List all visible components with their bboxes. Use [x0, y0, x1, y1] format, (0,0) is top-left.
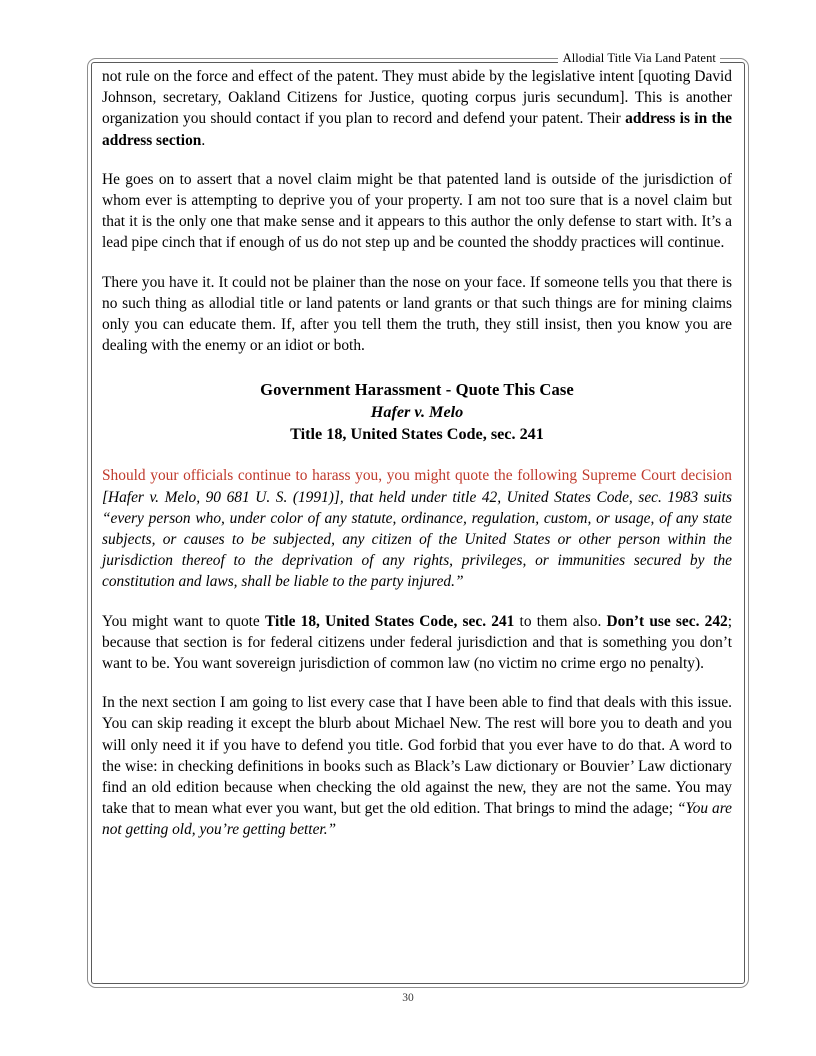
- page-number: 30: [402, 992, 414, 1004]
- paragraph-1-bold-address: address is in the address section: [102, 110, 732, 149]
- paragraph-1-period: .: [201, 131, 206, 149]
- paragraph-there-you-have-it: There you have it. It could not be plainer than the nose on your face. If someone tells you that there is no such thing as allodial title or land patents or land grants or that such things are for mining claims only you can educate them. If, after you tell them the truth, they still insist, then you know you are dealing with the enemy or an idiot or both.: [102, 273, 732, 355]
- document-body: [96, 66, 740, 980]
- paragraph-next-section: [102, 692, 732, 840]
- paragraph-5-italic-adage: “You are not getting old, you’re getting better.”: [102, 800, 732, 839]
- paragraph-4-text-2: to them also.: [514, 612, 607, 630]
- section-heading: [102, 378, 732, 445]
- paragraph-continuation: [102, 66, 732, 151]
- section-heading-case-name: Hafer v. Melo: [370, 403, 464, 422]
- paragraph-1-text: not rule on the force and effect of the patent. They must abide by the legislative intent [quoting David Johnson, secretary, Oakland Citizens for Justice, quoting corpus juris secundum]. This is another organization you should contact if you plan to record and defend your patent. Their: [102, 68, 732, 128]
- paragraph-novel-claim: He goes on to assert that a novel claim might be that patented land is outside of the jurisdiction of whom ever is attempting to deprive you of your property. I am not too sure that is a novel claim but that it is the only one that make sense and it appears to this author the only defense to start with. It’s a lead pipe cinch that if enough of us do not step up and be counted the shoddy practices will continue.: [102, 170, 732, 252]
- section-heading-citation: Title 18, United States Code, sec. 241: [290, 425, 544, 444]
- paragraph-4-text-1: You might want to quote: [102, 612, 265, 630]
- paragraph-4-bold-sec-242: Don’t use sec. 242: [606, 612, 728, 630]
- running-head: Allodial Title Via Land Patent: [558, 50, 720, 66]
- quote-lead-in: Should your officials continue to harass you, you might quote the following Supreme Court decision: [102, 467, 732, 485]
- paragraph-5-text-1: In the next section I am going to list every case that I have been able to find that deals with this issue. You can skip reading it except the blurb about Michael New. The rest will bore you to death and you will only need it if you have to defend you title. God forbid that you ever have to do that. A word to the wise: in checking definitions in books such as Black’s Law dictionary or Bouvier’ Law dictionary find an old edition because when checking the old against the new, they are not the same. You may take that to mean what ever you want, but get the old edition. That brings to mind the adage;: [102, 694, 732, 818]
- supreme-court-quote-block: [102, 465, 732, 592]
- paragraph-4-text-3: ; because that section is for federal citizens under federal jurisdiction and that is something you don’t want to be. You want sovereign jurisdiction of common law (no victim no crime ergo no penalty).: [102, 612, 732, 673]
- paragraph-sec-241: [102, 611, 732, 675]
- paragraph-4-bold-title-18: Title 18, United States Code, sec. 241: [264, 612, 515, 630]
- quote-italic-body: [Hafer v. Melo, 90 681 U. S. (1991)], that held under title 42, United States Code, sec. 1983 suits “every person who, under color of any statute, ordinance, regulation, custom, or usage, of any state subjects, or causes to be subjected, any citizen of the United States or other person within the jurisdiction thereof to the deprivation of any rights, privileges, or immunities secured by the constitution and laws, shall be liable to the party injured.”: [102, 488, 732, 591]
- section-heading-title: Government Harassment - Quote This Case: [260, 380, 574, 400]
